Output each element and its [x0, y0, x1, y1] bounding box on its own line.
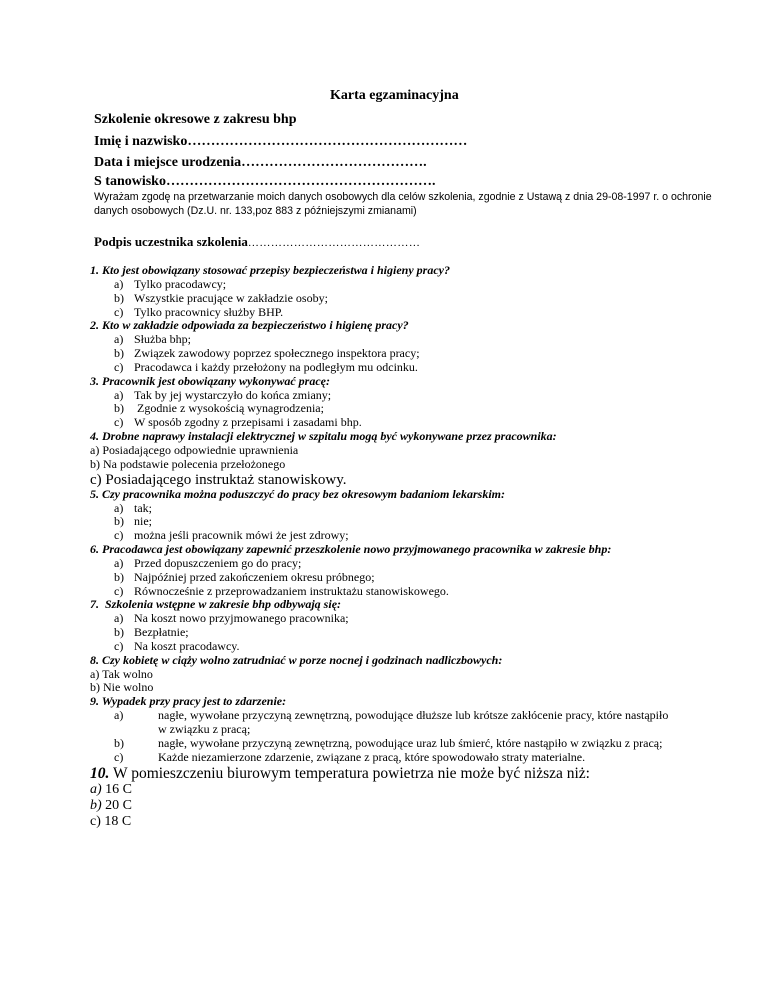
answer-text: W sposób zgodny z przepisami i zasadami bhp.	[134, 415, 362, 430]
answer-3a	[90, 389, 750, 403]
answer-letter: a)	[114, 276, 124, 291]
answer-letter: b)	[114, 514, 124, 529]
position-label: S tanowisko	[94, 174, 166, 189]
answer-5b	[90, 515, 750, 529]
answer-9c	[90, 751, 750, 765]
question-8: 8. Czy kobietę w ciąży wolno zatrudniać w porze nocnej i godzinach nadliczbowych:	[90, 652, 503, 667]
answer-3b	[90, 402, 750, 416]
answer-8a: a) Tak wolno	[90, 666, 153, 681]
signature-fill-dots: ………………………………………	[247, 237, 421, 249]
answer-text: Tak by jej wystarczyło do końca zmiany;	[134, 387, 332, 402]
answer-1a	[90, 278, 750, 292]
name-line	[94, 134, 467, 150]
answer-2a	[90, 333, 750, 347]
answer-letter: b)	[114, 569, 124, 584]
answer-letter: a)	[114, 708, 124, 723]
answer-1b	[90, 292, 750, 306]
answer-6b	[90, 571, 750, 585]
page-title: Karta egzaminacyjna	[330, 88, 459, 103]
answer-text: Każde niezamierzone zdarzenie, związane z pracą, które spowodowało straty materialne.	[158, 749, 586, 764]
answer-text: Tylko pracownicy służby BHP.	[134, 304, 284, 319]
answer-text: nie;	[134, 514, 152, 529]
birth-label: Data i miejsce urodzenia	[94, 155, 242, 170]
answer-3c	[90, 416, 750, 430]
answer-9a	[90, 709, 750, 737]
answer-text: Pracodawca i każdy przełożony na podległym mu odcinku.	[134, 359, 418, 374]
answer-9b	[90, 737, 750, 751]
answer-letter: c)	[114, 304, 124, 319]
answer-text: można jeśli pracownik mówi że jest zdrowy;	[134, 528, 349, 543]
answer-10c	[90, 814, 750, 830]
question-text: W pomieszczeniu biurowym temperatura powietrza nie może być niższa niż:	[109, 764, 590, 782]
answer-4c: c) Posiadającego instruktaż stanowiskowy.	[90, 471, 347, 488]
answer-2b	[90, 347, 750, 361]
question-4: 4. Drobne naprawy instalacji elektrycznej w szpitalu mogą być wykonywane przez pracownika:	[90, 429, 557, 444]
answer-letter: a)	[114, 332, 124, 347]
answer-letter: a)	[114, 555, 124, 570]
answer-letter: b)	[90, 797, 102, 813]
answer-text: nagłe, wywołane przyczyną zewnętrzną, powodujące dłuższe lub krótsze zakłócenie pracy, które nastąpiło w związku z pracą;	[158, 708, 669, 736]
answer-10b	[90, 798, 750, 814]
answer-text: Na koszt nowo przyjmowanego pracownika;	[134, 611, 349, 626]
answer-text: Równocześnie z przeprowadzaniem instruktażu stanowiskowego.	[134, 583, 449, 598]
answer-7b	[90, 626, 750, 640]
answer-letter: a)	[90, 781, 102, 797]
answer-text: nagłe, wywołane przyczyną zewnętrzną, powodujące uraz lub śmierć, które nastąpiło w związku z pracą;	[158, 735, 663, 750]
question-6: 6. Pracodawca jest obowiązany zapewnić przeszkolenie nowo przyjmowanego pracownika w zakresie bhp:	[90, 542, 612, 557]
answer-text: 16 C	[101, 781, 133, 797]
answer-text: Wszystkie pracujące w zakładzie osoby;	[134, 290, 328, 305]
question-2: 2. Kto w zakładzie odpowiada za bezpieczeństwo i higienę pracy?	[90, 318, 409, 333]
answer-5c	[90, 529, 750, 543]
question-9: 9. Wypadek przy pracy jest to zdarzenie:	[90, 694, 287, 709]
answer-4b: b) Na podstawie polecenia przełożonego	[90, 456, 286, 471]
answer-text: Najpóźniej przed zakończeniem okresu próbnego;	[134, 569, 375, 584]
answer-text: Służba bhp;	[134, 332, 191, 347]
course-heading: Szkolenie okresowe z zakresu bhp	[94, 112, 297, 127]
question-10	[90, 765, 750, 782]
question-3: 3. Pracownik jest obowiązany wykonywać pracę:	[90, 373, 330, 388]
answer-5a	[90, 502, 750, 516]
position-line	[94, 174, 435, 190]
answer-text: 20 C	[101, 797, 133, 813]
birth-fill-dots: ………………………………….	[241, 155, 427, 170]
question-1: 1. Kto jest obowiązany stosować przepisy bezpieczeństwa i higieny pracy?	[90, 263, 450, 277]
answer-text: Bezpłatnie;	[134, 625, 189, 640]
answer-letter: b)	[114, 290, 124, 305]
answer-8b: b) Nie wolno	[90, 680, 154, 695]
answer-6c	[90, 585, 750, 599]
birth-line	[94, 155, 427, 171]
name-label: Imię i nazwisko	[94, 134, 188, 149]
answer-letter: a)	[114, 500, 124, 515]
position-fill-dots: ………………………………………………….	[165, 174, 436, 189]
question-7: 7. Szkolenia wstępne w zakresie bhp odbywają się:	[90, 597, 342, 612]
answer-letter: c)	[114, 749, 124, 764]
question-5: 5. Czy pracownika można poduszczyć do pracy bez okresowym badaniom lekarskim:	[90, 486, 506, 501]
answer-letter: a)	[114, 611, 124, 626]
answer-letter: c)	[114, 359, 124, 374]
answer-letter: c)	[114, 415, 124, 430]
answer-letter: b)	[114, 346, 124, 361]
answer-text: Tylko pracodawcy;	[134, 276, 227, 291]
consent-statement: Wyrażam zgodę na przetwarzanie moich danych osobowych dla celów szkolenia, zgodnie z Ustawą z dnia 29-08-1997 r. o ochronie danych osobowych (Dz.U. nr. 133,poz 883 z późniejszymi zmianami)	[94, 191, 712, 217]
answer-text: 18 C	[100, 813, 132, 829]
answer-1c	[90, 306, 750, 320]
question-number: 10.	[90, 764, 110, 782]
name-fill-dots: ……………………………………………………	[187, 134, 468, 149]
questions-list	[90, 264, 750, 830]
answer-letter: c)	[114, 583, 124, 598]
answer-2c	[90, 361, 750, 375]
answer-10a	[90, 782, 750, 798]
answer-text: Na koszt pracodawcy.	[134, 638, 240, 653]
answer-text: tak;	[134, 500, 152, 515]
answer-text: Przed dopuszczeniem go do pracy;	[134, 555, 302, 570]
answer-letter: c)	[90, 813, 101, 829]
answer-4a: a) Posiadającego odpowiednie uprawnienia	[90, 442, 299, 457]
answer-7a	[90, 612, 750, 626]
answer-6a	[90, 557, 750, 571]
answer-letter: c)	[114, 528, 124, 543]
answer-text: Związek zawodowy poprzez społecznego inspektora pracy;	[134, 346, 420, 361]
answer-letter: a)	[114, 387, 124, 402]
signature-line	[94, 234, 420, 250]
signature-label: Podpis uczestnika szkolenia	[94, 234, 248, 249]
answer-text: Zgodnie z wysokością wynagrodzenia;	[134, 401, 324, 416]
answer-7c	[90, 640, 750, 654]
answer-letter: b)	[114, 401, 124, 416]
answer-letter: b)	[114, 625, 124, 640]
answer-letter: c)	[114, 638, 124, 653]
answer-letter: b)	[114, 735, 124, 750]
